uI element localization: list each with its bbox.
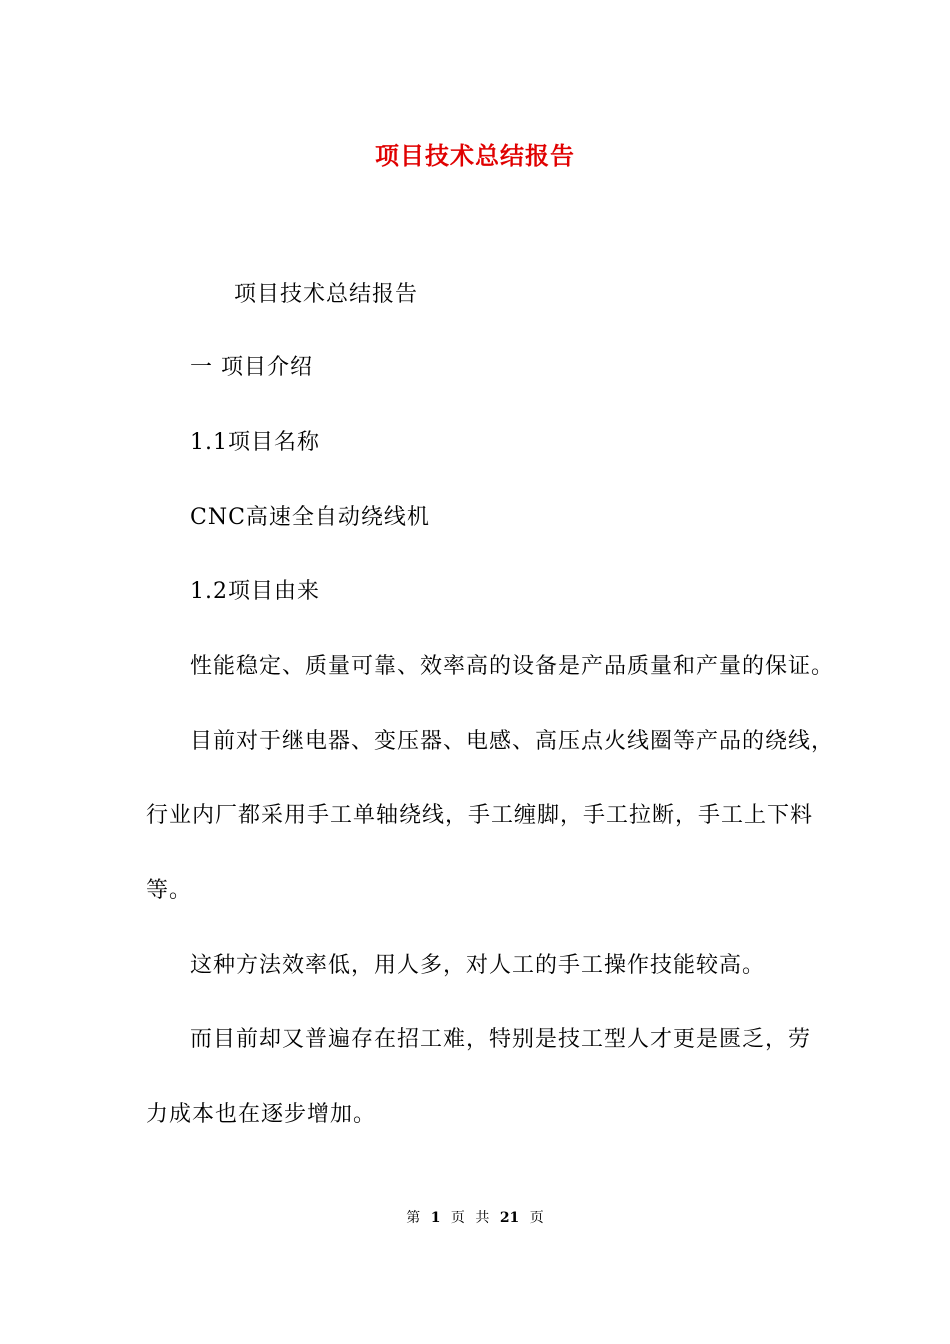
subsection-heading: 1.1项目名称 [190, 430, 320, 455]
body-line: 行业内厂都采用手工单轴绕线，手工缠脚，手工拉断，手工上下料 [146, 803, 814, 828]
section-heading: 一 项目介绍 [190, 355, 313, 380]
body-line: 性能稳定、质量可靠、效率高的设备是产品质量和产量的保证。 [190, 654, 835, 679]
footer-prefix: 第 [406, 1210, 421, 1226]
body-line: 项目技术总结报告 [234, 282, 419, 307]
body-line: CNC高速全自动绕线机 [190, 505, 430, 530]
body-line: 目前对于继电器、变压器、电感、高压点火线圈等产品的绕线， [190, 729, 835, 754]
footer-page-number: 1 [430, 1210, 441, 1226]
footer-suffix: 页 [529, 1210, 544, 1226]
body-line: 等。 [146, 878, 193, 903]
footer-page-word: 页 [450, 1210, 465, 1226]
subsection-heading: 1.2项目由来 [190, 579, 320, 604]
footer-total-pages: 21 [499, 1210, 520, 1226]
footer-total-word: 共 [475, 1210, 490, 1226]
body-line: 而目前却又普遍存在招工难，特别是技工型人才更是匮乏，劳 [190, 1027, 812, 1052]
body-line: 这种方法效率低，用人多，对人工的手工操作技能较高。 [190, 953, 766, 978]
body-line: 力成本也在逐步增加。 [146, 1102, 377, 1127]
page-title: 项目技术总结报告 [375, 142, 575, 170]
page-footer [0, 1207, 950, 1227]
